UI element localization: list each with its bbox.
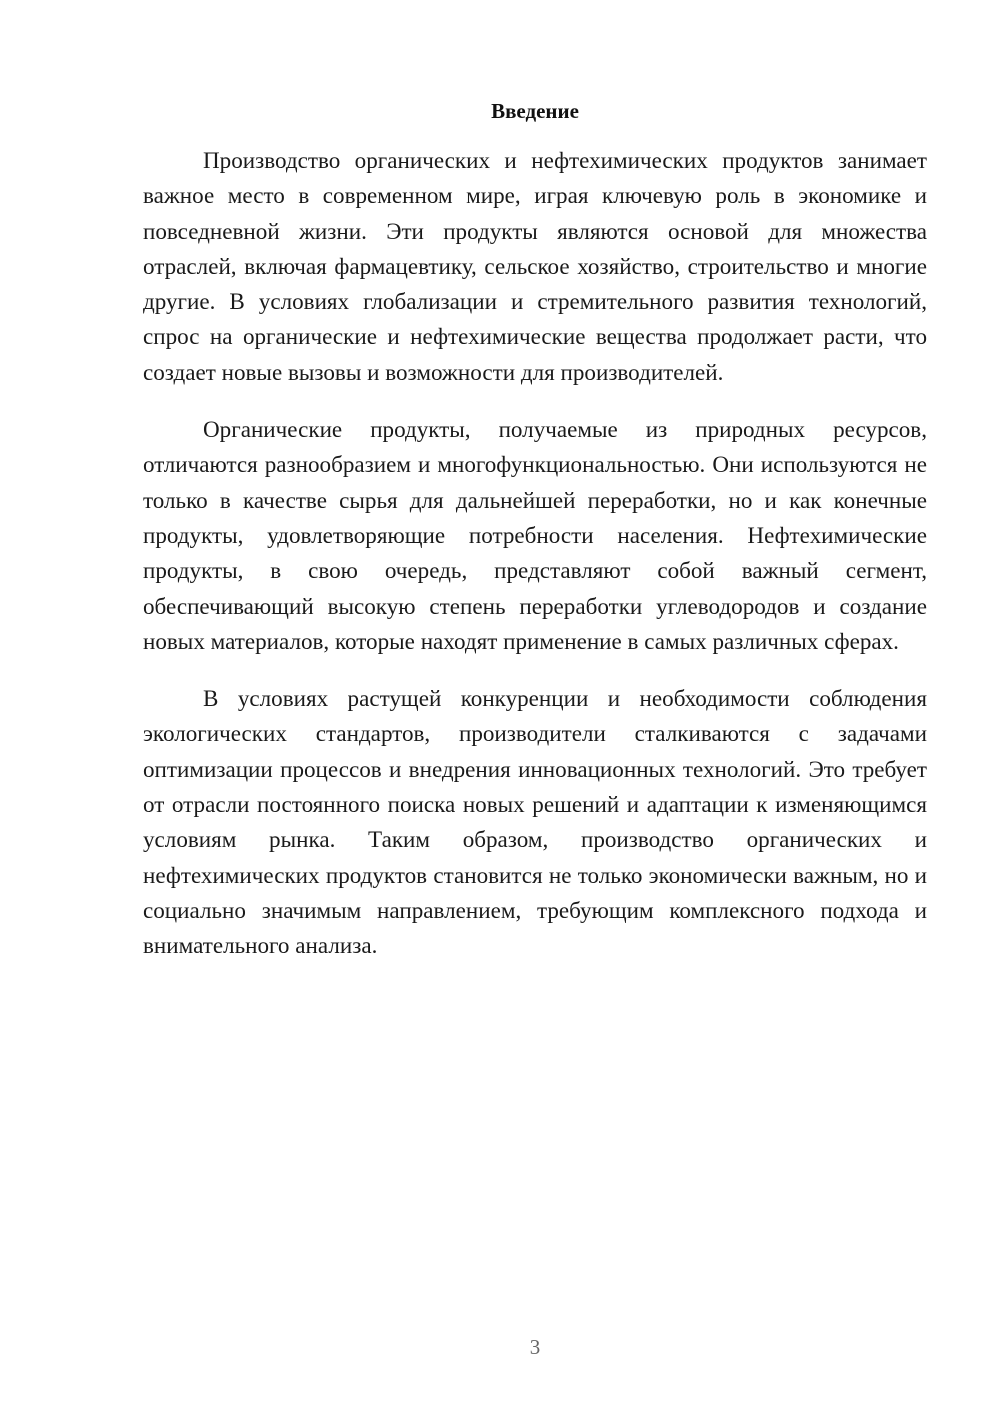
page-number: 3: [529, 1335, 541, 1359]
paragraph-3: В условиях растущей конкуренции и необходимости соблюдения экологических стандартов, производители сталкиваются с задачами оптимизации процессов и внедрения инновационных технологий. Это требует от отрасли постоянного поиска новых решений и адаптации к изменяющимся условиям рынка. Таким образом, производство органических и нефтехимических продуктов становится не только экономически важным, но и социально значимым направлением, требующим комплексного подхода и внимательного анализа.: [143, 685, 927, 959]
section-heading: Введение: [491, 99, 579, 123]
paragraph-2: Органические продукты, получаемые из природных ресурсов, отличаются разнообразием и многофункциональностью. Они используются не только в качестве сырья для дальнейшей переработки, но и как конечные продукты, удовлетворяющие потребности населения. Нефтехимические продукты, в свою очередь, представляют собой важный сегмент, обеспечивающий высокую степень переработки углеводородов и создание новых материалов, которые находят применение в самых различных сферах.: [143, 416, 927, 654]
paragraph-1: Производство органических и нефтехимических продуктов занимает важное место в современном мире, играя ключевую роль в экономике и повседневной жизни. Эти продукты являются основой для множества отраслей, включая фармацевтику, сельское хозяйство, строительство и многие другие. В условиях глобализации и стремительного развития технологий, спрос на органические и нефтехимические вещества продолжает расти, что создает новые вызовы и возможности для производителей.: [143, 147, 927, 385]
body-text: [143, 143, 927, 986]
